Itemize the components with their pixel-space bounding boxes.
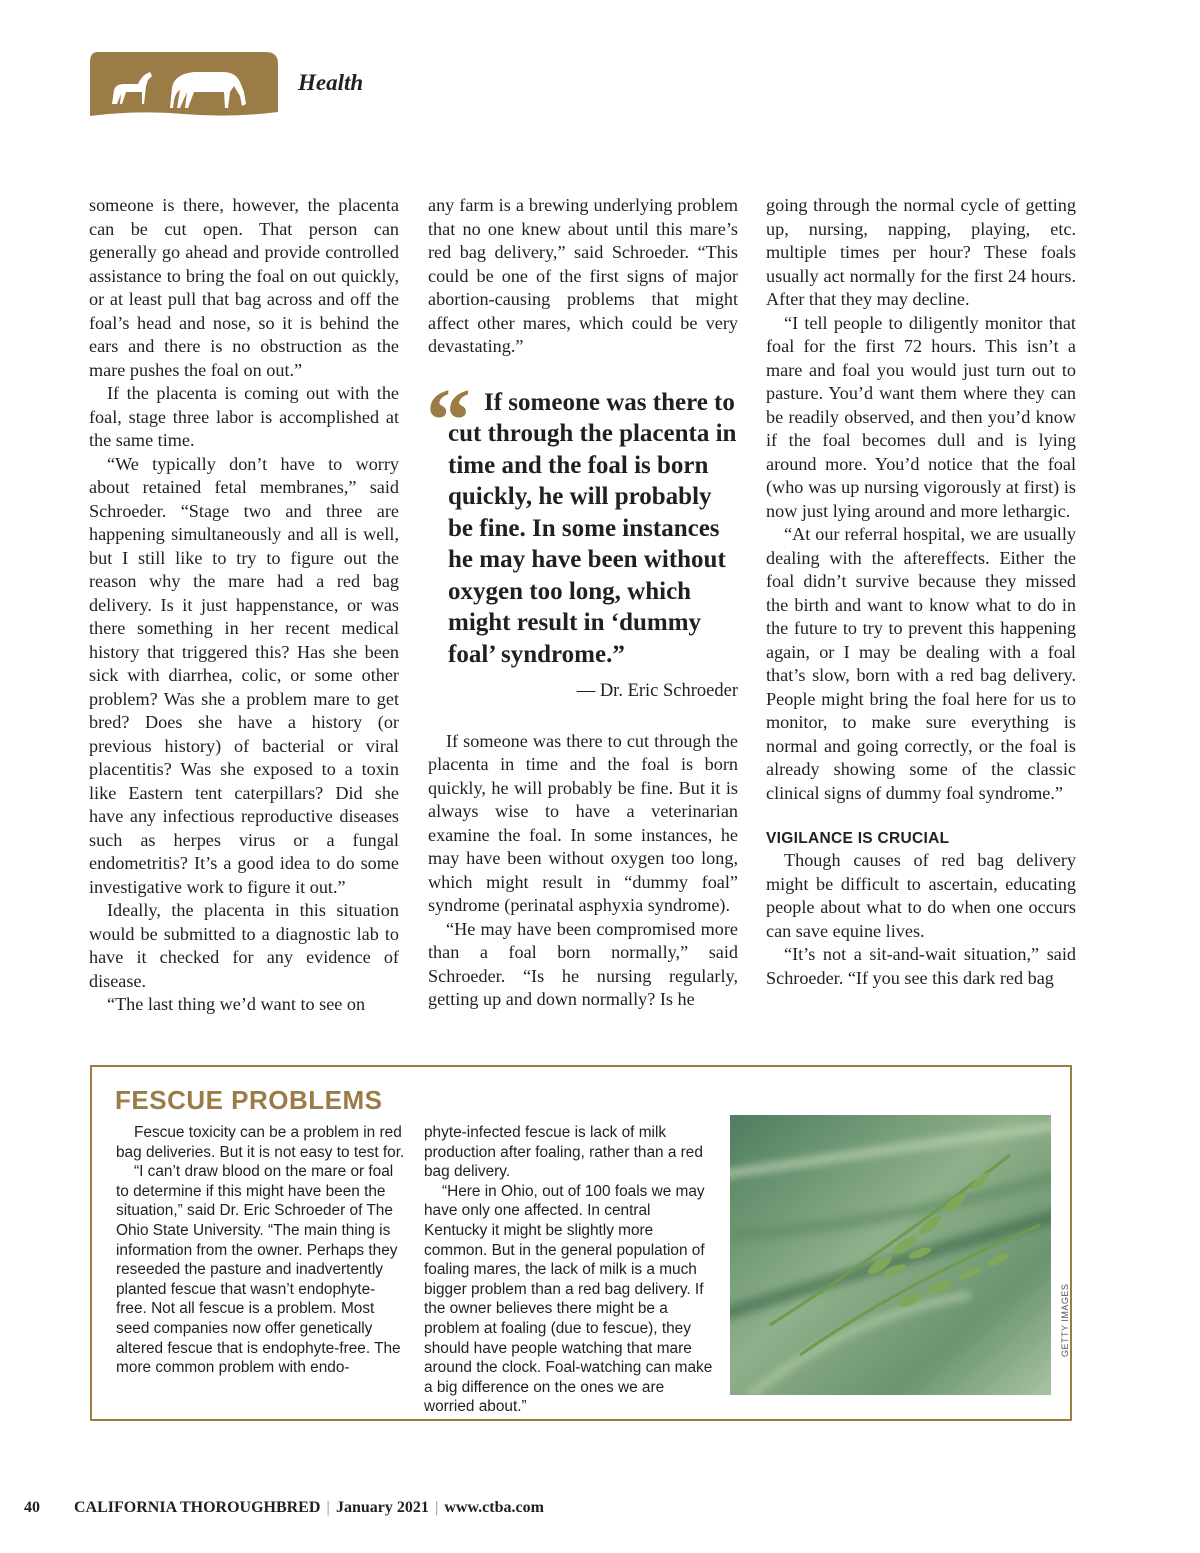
fescue-grass-photo <box>730 1115 1051 1395</box>
section-logo <box>90 52 278 118</box>
page-number: 40 <box>24 1499 40 1516</box>
paragraph: “We typically don’t have to worry about retained fetal membranes,” said Schroeder. “Stage two and three are happening simultaneously and all is well, but I still like to try to figure out the reason why the mare had a red bag delivery. Is it just happenstance, or was there something in her recent medical history that triggered this? Has she been sick with diarrhea, colic, or some other problem? Was she a problem mare to get bred? Does she have a history (or previous history) of bacterial or viral placentitis? Was she exposed to a toxin like Eastern tent caterpillars? Did she have any infectious reproductive diseases such as herpes virus or a fungal endometritis? It’s a good idea to do some investigative work to figure it out.” <box>89 453 399 897</box>
pull-quote-attribution: — Dr. Eric Schroeder <box>576 681 738 701</box>
paragraph: “At our referral hospital, we are usually dealing with the aftereffects. Either the foal didn’t survive because they missed the birth and want to know what to do in the future to try to prevent this happening again, or I may be dealing with a foal that’s slow, born with a red bag delivery. People might bring the foal here for us to monitor, to make sure everything is normal and going correctly, or the foal is already showing some of the classic clinical signs of dummy foal syndrome.” <box>766 524 1076 803</box>
photo-credit: GETTY IMAGES <box>1060 1283 1070 1357</box>
article-column-3 <box>766 194 1076 990</box>
paragraph: “I tell people to diligently monitor that foal for the first 72 hours. This isn’t a mare and foal you would just turn out to pasture. You’d want them where they can be readily observed, and then you’d know if the foal becomes dull and is lying around more. You’d notice that the foal (who was up nursing vigorously at first) is now just lying around and more lethargic. <box>766 312 1076 521</box>
paragraph: someone is there, however, the placenta can be cut open. That person can generally go ahead and provide controlled assistance to bring the foal on out quickly, or at least pull that bag across and off the foal’s head and nose, so it is behind the ears and there is no obstruction as the mare pushes the foal on out.” <box>89 195 399 380</box>
paragraph: Ideally, the placenta in this situation would be submitted to a diagnostic lab to have it checked for any evidence of disease. <box>89 900 399 991</box>
section-label: Health <box>298 70 364 95</box>
grass-image <box>730 1115 1051 1395</box>
publication-name: CALIFORNIA THOROUGHBRED <box>74 1499 321 1516</box>
paragraph: going through the normal cycle of getting up, nursing, napping, playing, etc. multiple times per hour? These foals usually act normally for the first 24 hours. After that they may decline. <box>766 195 1076 309</box>
pull-quote-text: If someone was there to cut through the placenta in time and the foal is born quickly, he will probably be fine. In some instances he may have been without oxygen too long, which might result in ‘dummy foal’ syndrome.” <box>448 388 737 668</box>
sidebar-box <box>90 1065 1072 1421</box>
paragraph: any farm is a brewing underlying problem that no one knew about until this mare’s red bag delivery,” said Schroeder. “This could be one of the first signs of major abortion-causing problems that might affect other mares, which could be very devastating.” <box>428 195 738 356</box>
paragraph: phyte-infected fescue is lack of milk production after foaling, rather than a red bag delivery. <box>424 1124 703 1181</box>
pull-quote <box>426 370 738 704</box>
paragraph: If the placenta is coming out with the foal, stage three labor is accomplished at the same time. <box>89 383 399 450</box>
paragraph: “It’s not a sit-and-wait situation,” said Schroeder. “If you see this dark red bag <box>766 944 1076 988</box>
quote-mark-icon: “ <box>426 370 471 470</box>
paragraph: If someone was there to cut through the placenta in time and the foal is born quickly, he will probably be fine. But it is always wise to have a veterinarian examine the foal. In some instances, he may have been without oxygen too long, which might result in “dummy foal” syndrome (perinatal asphyxia syndrome). <box>428 730 738 915</box>
subhead: VIGILANCE IS CRUCIAL <box>766 830 950 847</box>
sidebar-column-1 <box>116 1123 406 1378</box>
paragraph: “I can’t draw blood on the mare or foal to determine if this might have been the situation,” said Dr. Eric Schroeder of The Ohio State University. “The main thing is information from the owner. Perhaps they reseeded the pasture and inadvertently planted fescue that wasn’t endophyte-free. Not all fescue is a problem. Most seed companies now offer genetically altered fescue that is endophyte-free. The more common problem with endo- <box>116 1163 401 1377</box>
issue-date: January 2021 <box>335 1499 429 1516</box>
article-column-1 <box>89 194 399 1017</box>
footer-divider: | <box>326 1499 330 1516</box>
paragraph: “The last thing we’d want to see on <box>107 994 366 1014</box>
horse-mare-foal-icon <box>90 52 278 118</box>
paragraph: “He may have been compromised more than a foal born normally,” said Schroeder. “Is he nursing regularly, getting up and down normally? Is he <box>428 918 738 1009</box>
sidebar-column-2 <box>424 1123 714 1417</box>
page-footer <box>24 1499 544 1517</box>
sidebar-title: FESCUE PROBLEMS <box>115 1085 383 1115</box>
website-link[interactable]: www.ctba.com <box>444 1499 544 1516</box>
paragraph: Fescue toxicity can be a problem in red bag deliveries. But it is not easy to test for. <box>116 1124 405 1161</box>
paragraph: “Here in Ohio, out of 100 foals we may have only one affected. In central Kentucky it might be slightly more common. But in the general population of foaling mares, the lack of milk is a much bigger problem than a red bag delivery. If the owner believes there might be a problem at foaling (due to fescue), they should have people watching that mare around the clock. Foal-watching can make a big difference on the ones we are worried about.” <box>424 1182 713 1416</box>
article-column-2 <box>428 194 738 1012</box>
footer-divider: | <box>434 1499 439 1516</box>
paragraph: Though causes of red bag delivery might be difficult to ascertain, educating people about what to do when one occurs can save equine lives. <box>766 850 1076 941</box>
